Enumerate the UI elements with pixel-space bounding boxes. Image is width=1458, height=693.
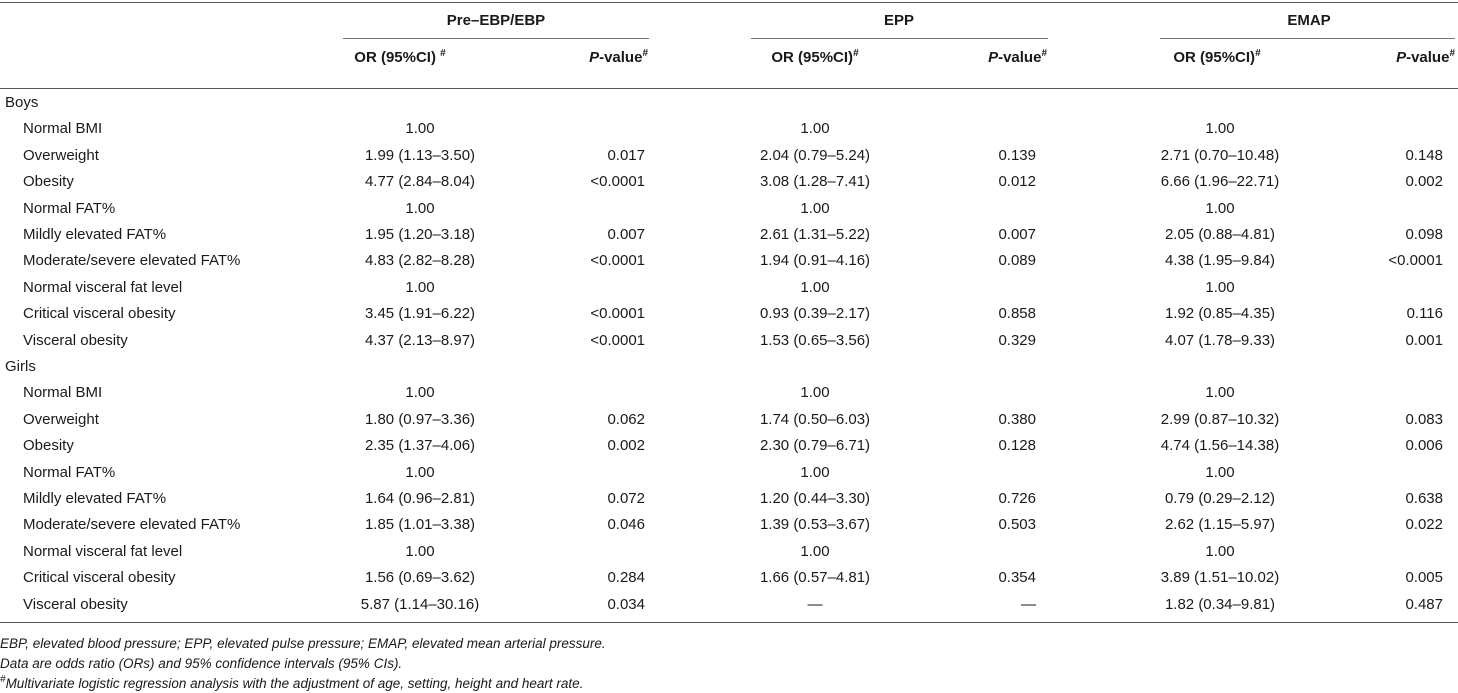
or-value: 1.00: [1205, 384, 1235, 402]
p-letter: P: [1396, 49, 1407, 66]
or-value: 4.07 (1.78–9.33): [1164, 331, 1276, 349]
p-value: 0.072: [607, 490, 645, 507]
group-header-epp: EPP: [883, 12, 915, 29]
p-value: 0.083: [1405, 410, 1443, 428]
or-value: 1.00: [405, 278, 435, 296]
p-value: 0.148: [1405, 146, 1443, 164]
footnote-analysis-text: Multivariate logistic regression analysis with the adjustment of age, setting, height and heart rate.: [5, 676, 584, 691]
p-value: 0.503: [998, 516, 1036, 534]
row-label: Moderate/severe elevated FAT%: [23, 516, 241, 534]
row-label: Normal BMI: [23, 384, 103, 402]
or-value: 1.00: [800, 120, 830, 138]
row-label: Normal FAT%: [23, 463, 116, 481]
p-value: <0.0001: [590, 252, 645, 270]
p-value: <0.0001: [590, 331, 645, 349]
row-label: Normal visceral fat level: [23, 542, 183, 560]
p-value: 0.062: [607, 410, 645, 428]
row-label: Obesity: [23, 437, 74, 455]
p-value: <0.0001: [590, 173, 645, 191]
or-header-text: OR (95%CI): [1173, 49, 1256, 66]
or-header-pre-ebp: [354, 49, 445, 67]
or-value: 1.00: [405, 199, 435, 217]
p-value: 0.116: [1406, 305, 1443, 323]
p-value: 0.005: [1405, 569, 1443, 587]
or-value: 1.39 (0.53–3.67): [759, 516, 871, 534]
group-rule-emap: [1160, 38, 1455, 39]
or-value: 1.00: [800, 199, 830, 217]
p-value: 0.001: [1405, 331, 1443, 349]
or-header-text: OR (95%CI): [771, 49, 854, 66]
or-value: 1.64 (0.96–2.81): [364, 490, 476, 507]
or-value: 1.00: [405, 384, 435, 402]
p-letter: P: [988, 49, 999, 66]
row-label: Visceral obesity: [23, 595, 128, 613]
or-value: 1.00: [1205, 120, 1235, 138]
or-value: 3.45 (1.91–6.22): [364, 305, 476, 323]
p-value: 0.046: [607, 516, 645, 534]
or-value: 1.95 (1.20–3.18): [364, 226, 476, 243]
p-header-pre-ebp: [589, 49, 648, 67]
row-label: Overweight: [23, 410, 99, 428]
or-value: 1.66 (0.57–4.81): [759, 569, 871, 587]
or-value: 0.79 (0.29–2.12): [1164, 490, 1276, 507]
p-value: 0.007: [998, 226, 1036, 243]
or-value: 1.00: [405, 542, 435, 560]
p-value: 0.098: [1405, 226, 1443, 243]
row-label: Obesity: [23, 173, 74, 191]
group-header-pre-ebp: Pre–EBP/EBP: [446, 12, 546, 29]
row-label: Normal FAT%: [23, 199, 116, 217]
row-label: Mildly elevated FAT%: [23, 226, 167, 243]
p-rest: -value: [998, 49, 1042, 66]
table-bottom-rule: [0, 622, 1458, 623]
or-value: 1.20 (0.44–3.30): [759, 490, 871, 507]
or-value: 2.05 (0.88–4.81): [1164, 226, 1276, 243]
p-value: 0.858: [998, 305, 1036, 323]
or-value: 4.38 (1.95–9.84): [1164, 252, 1276, 270]
hash-marker: #: [0, 674, 6, 685]
row-label: Normal BMI: [23, 120, 103, 138]
row-label: Visceral obesity: [23, 331, 128, 349]
hash-marker: #: [440, 48, 446, 59]
or-value: 2.71 (0.70–10.48): [1160, 146, 1280, 164]
section-label: Girls: [5, 358, 36, 375]
p-header-epp: [988, 49, 1047, 67]
or-value: 1.99 (1.13–3.50): [364, 146, 476, 164]
or-value: 4.83 (2.82–8.28): [364, 252, 476, 270]
or-value: 1.00: [800, 384, 830, 402]
p-value: 0.017: [607, 146, 645, 164]
p-value: 0.139: [998, 146, 1036, 164]
p-value: 0.089: [998, 252, 1036, 270]
or-value: 6.66 (1.96–22.71): [1160, 173, 1280, 191]
row-label: Critical visceral obesity: [23, 305, 176, 323]
p-rest: -value: [599, 49, 643, 66]
row-label: Critical visceral obesity: [23, 569, 176, 587]
table-top-rule: [0, 2, 1458, 3]
or-value: 1.00: [1205, 463, 1235, 481]
or-value: 2.99 (0.87–10.32): [1160, 410, 1280, 428]
or-value: 2.35 (1.37–4.06): [364, 437, 476, 455]
or-value: 1.00: [1205, 542, 1235, 560]
or-value: 1.00: [1205, 278, 1235, 296]
p-header-emap: [1396, 49, 1455, 67]
p-value: 0.007: [607, 226, 645, 243]
or-value: 5.87 (1.14–30.16): [360, 595, 480, 613]
or-value: 1.80 (0.97–3.36): [364, 410, 476, 428]
or-value: 1.00: [800, 542, 830, 560]
or-value: 1.00: [1205, 199, 1235, 217]
or-value: 2.62 (1.15–5.97): [1164, 516, 1276, 534]
p-value: —: [1021, 595, 1036, 613]
row-label: Normal visceral fat level: [23, 278, 183, 296]
p-value: 0.354: [998, 569, 1036, 587]
or-value: 1.00: [405, 120, 435, 138]
p-value: 0.726: [998, 490, 1036, 507]
hash-marker: #: [1255, 48, 1261, 59]
p-value: 0.380: [998, 410, 1036, 428]
p-letter: P: [589, 49, 600, 66]
group-rule-epp: [751, 38, 1048, 39]
or-value: 1.00: [800, 278, 830, 296]
or-value: 1.94 (0.91–4.16): [759, 252, 871, 270]
footnote-abbreviations: EBP, elevated blood pressure; EPP, elevated pulse pressure; EMAP, elevated mean arterial pressure.: [0, 636, 606, 651]
p-rest: -value: [1406, 49, 1450, 66]
or-value: 1.92 (0.85–4.35): [1164, 305, 1276, 323]
table-header-rule: [0, 88, 1458, 89]
footnote-data: Data are odds ratio (ORs) and 95% confidence intervals (95% CIs).: [0, 656, 403, 671]
p-value: 0.022: [1405, 516, 1443, 534]
row-label: Moderate/severe elevated FAT%: [23, 252, 241, 270]
or-value: 1.74 (0.50–6.03): [759, 410, 871, 428]
row-label: Mildly elevated FAT%: [23, 490, 167, 507]
or-value: 3.08 (1.28–7.41): [759, 173, 871, 191]
p-value: 0.002: [1405, 173, 1443, 191]
footnote-analysis: [0, 676, 583, 692]
or-value: 2.04 (0.79–5.24): [759, 146, 871, 164]
or-value: 1.00: [800, 463, 830, 481]
or-value: 1.85 (1.01–3.38): [364, 516, 476, 534]
group-header-emap: EMAP: [1287, 12, 1331, 29]
or-value: 4.74 (1.56–14.38): [1160, 437, 1280, 455]
or-value: —: [807, 595, 823, 613]
hash-marker: #: [1041, 48, 1047, 59]
or-value: 4.37 (2.13–8.97): [364, 331, 476, 349]
or-value: 1.53 (0.65–3.56): [759, 331, 871, 349]
p-value: <0.0001: [1388, 252, 1443, 270]
row-label: Overweight: [23, 146, 99, 164]
or-header-text: OR (95%CI): [354, 49, 436, 66]
or-value: 2.61 (1.31–5.22): [759, 226, 871, 243]
p-value: 0.638: [1405, 490, 1443, 507]
or-value: 1.00: [405, 463, 435, 481]
p-value: <0.0001: [590, 305, 645, 323]
p-value: 0.012: [998, 173, 1036, 191]
hash-marker: #: [853, 48, 859, 59]
or-value: 1.56 (0.69–3.62): [364, 569, 476, 587]
or-header-epp: [771, 49, 858, 67]
p-value: 0.128: [998, 437, 1036, 455]
p-value: 0.002: [607, 437, 645, 455]
p-value: 0.034: [607, 595, 645, 613]
p-value: 0.487: [1405, 595, 1443, 613]
or-header-emap: [1173, 49, 1260, 67]
section-label: Boys: [5, 94, 39, 111]
or-value: 4.77 (2.84–8.04): [364, 173, 476, 191]
or-value: 2.30 (0.79–6.71): [759, 437, 871, 455]
p-value: 0.006: [1405, 437, 1443, 455]
or-value: 1.82 (0.34–9.81): [1164, 595, 1276, 613]
p-value: 0.329: [998, 331, 1036, 349]
p-value: 0.284: [607, 569, 645, 587]
hash-marker: #: [1449, 48, 1455, 59]
group-rule-pre-ebp: [343, 38, 649, 39]
or-value: 3.89 (1.51–10.02): [1160, 569, 1280, 587]
hash-marker: #: [642, 48, 648, 59]
or-value: 0.93 (0.39–2.17): [759, 305, 871, 323]
